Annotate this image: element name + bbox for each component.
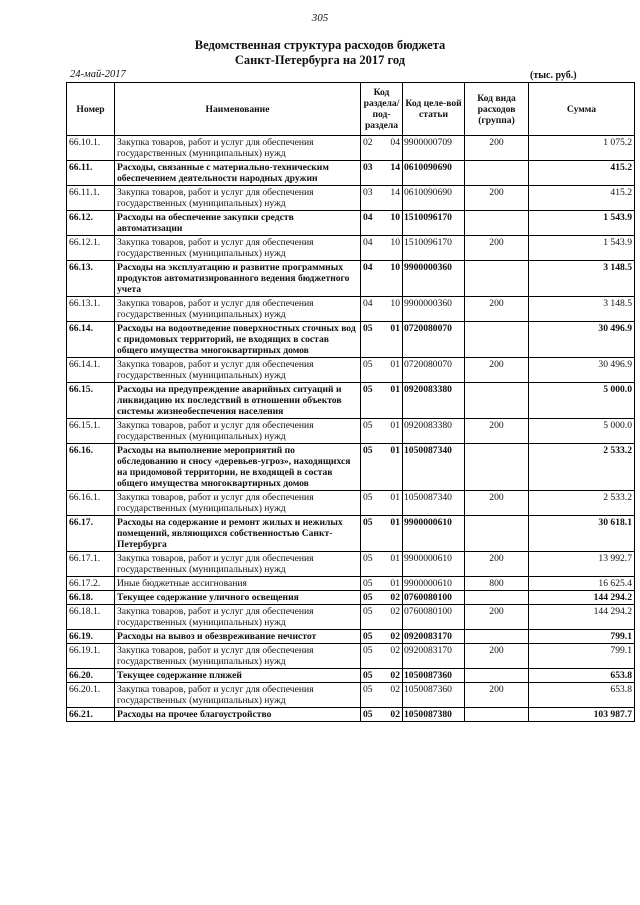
row-name: Закупка товаров, работ и услуг для обеспечения государственных (муниципальных) нужд bbox=[115, 552, 361, 577]
row-section-code: 05 bbox=[361, 444, 383, 491]
row-target-code: 9900000610 bbox=[403, 577, 465, 591]
row-expense-type bbox=[465, 261, 529, 297]
table-row bbox=[67, 708, 635, 722]
column-header-num: Номер bbox=[67, 83, 115, 136]
row-target-code: 9900000610 bbox=[403, 516, 465, 552]
row-section-code: 05 bbox=[361, 591, 383, 605]
row-expense-type: 200 bbox=[465, 419, 529, 444]
row-expense-type bbox=[465, 211, 529, 236]
table-row bbox=[67, 161, 635, 186]
table-row bbox=[67, 644, 635, 669]
table-row bbox=[67, 669, 635, 683]
row-number: 66.17.1. bbox=[67, 552, 115, 577]
row-sum: 16 625.4 bbox=[529, 577, 635, 591]
row-name: Расходы на обеспечение закупки средств автоматизации bbox=[115, 211, 361, 236]
table-header-row bbox=[67, 83, 635, 136]
row-subsection-code: 01 bbox=[383, 444, 403, 491]
row-section-code: 05 bbox=[361, 630, 383, 644]
row-sum: 13 992.7 bbox=[529, 552, 635, 577]
row-section-code: 04 bbox=[361, 236, 383, 261]
row-number: 66.11. bbox=[67, 161, 115, 186]
row-expense-type bbox=[465, 669, 529, 683]
row-sum: 2 533.2 bbox=[529, 491, 635, 516]
row-number: 66.10.1. bbox=[67, 136, 115, 161]
row-expense-type bbox=[465, 322, 529, 358]
row-section-code: 05 bbox=[361, 605, 383, 630]
row-subsection-code: 01 bbox=[383, 383, 403, 419]
row-sum: 30 496.9 bbox=[529, 358, 635, 383]
row-sum: 2 533.2 bbox=[529, 444, 635, 491]
table-row bbox=[67, 358, 635, 383]
row-name: Расходы на вывоз и обезвреживание нечистот bbox=[115, 630, 361, 644]
row-sum: 415.2 bbox=[529, 161, 635, 186]
row-target-code: 1050087340 bbox=[403, 491, 465, 516]
table-row bbox=[67, 186, 635, 211]
row-target-code: 0920083170 bbox=[403, 644, 465, 669]
table-row bbox=[67, 491, 635, 516]
row-name: Текущее содержание уличного освещения bbox=[115, 591, 361, 605]
table-row bbox=[67, 419, 635, 444]
row-target-code: 1510096170 bbox=[403, 211, 465, 236]
row-section-code: 05 bbox=[361, 552, 383, 577]
row-expense-type bbox=[465, 630, 529, 644]
page-number: 305 bbox=[311, 12, 329, 24]
row-subsection-code: 02 bbox=[383, 669, 403, 683]
row-number: 66.14. bbox=[67, 322, 115, 358]
row-expense-type: 200 bbox=[465, 605, 529, 630]
row-number: 66.16. bbox=[67, 444, 115, 491]
row-expense-type bbox=[465, 591, 529, 605]
row-sum: 30 496.9 bbox=[529, 322, 635, 358]
row-target-code: 0920083380 bbox=[403, 419, 465, 444]
row-target-code: 0920083380 bbox=[403, 383, 465, 419]
row-name: Закупка товаров, работ и услуг для обеспечения государственных (муниципальных) нужд bbox=[115, 605, 361, 630]
row-section-code: 03 bbox=[361, 161, 383, 186]
row-target-code: 0920083170 bbox=[403, 630, 465, 644]
row-expense-type: 200 bbox=[465, 358, 529, 383]
row-target-code: 1050087340 bbox=[403, 444, 465, 491]
table-row bbox=[67, 605, 635, 630]
column-header-sum: Сумма bbox=[529, 83, 635, 136]
units-label: (тыс. руб.) bbox=[530, 70, 577, 81]
row-expense-type: 200 bbox=[465, 491, 529, 516]
row-number: 66.12.1. bbox=[67, 236, 115, 261]
row-number: 66.21. bbox=[67, 708, 115, 722]
row-subsection-code: 10 bbox=[383, 261, 403, 297]
row-target-code: 0720080070 bbox=[403, 322, 465, 358]
row-sum: 3 148.5 bbox=[529, 297, 635, 322]
row-sum: 30 618.1 bbox=[529, 516, 635, 552]
column-header-target: Код целе-вой статьи bbox=[403, 83, 465, 136]
row-target-code: 9900000610 bbox=[403, 552, 465, 577]
row-number: 66.14.1. bbox=[67, 358, 115, 383]
row-name: Расходы на предупреждение аварийных ситуаций и ликвидацию их последствий в отношении объектов системы жизнеобеспечения населения bbox=[115, 383, 361, 419]
row-subsection-code: 01 bbox=[383, 491, 403, 516]
budget-table bbox=[66, 82, 635, 722]
row-expense-type: 200 bbox=[465, 186, 529, 211]
row-expense-type bbox=[465, 161, 529, 186]
row-target-code: 0610090690 bbox=[403, 161, 465, 186]
row-sum: 415.2 bbox=[529, 186, 635, 211]
row-section-code: 05 bbox=[361, 491, 383, 516]
row-sum: 799.1 bbox=[529, 644, 635, 669]
column-header-name: Наименование bbox=[115, 83, 361, 136]
row-subsection-code: 04 bbox=[383, 136, 403, 161]
row-section-code: 05 bbox=[361, 683, 383, 708]
row-section-code: 04 bbox=[361, 261, 383, 297]
table-row bbox=[67, 591, 635, 605]
row-expense-type bbox=[465, 444, 529, 491]
table-row bbox=[67, 577, 635, 591]
table-row bbox=[67, 211, 635, 236]
title-line-1: Ведомственная структура расходов бюджета bbox=[194, 38, 446, 52]
row-expense-type: 200 bbox=[465, 297, 529, 322]
row-sum: 799.1 bbox=[529, 630, 635, 644]
row-subsection-code: 10 bbox=[383, 211, 403, 236]
row-target-code: 0610090690 bbox=[403, 186, 465, 211]
row-section-code: 02 bbox=[361, 136, 383, 161]
row-name: Закупка товаров, работ и услуг для обеспечения государственных (муниципальных) нужд bbox=[115, 683, 361, 708]
row-number: 66.13. bbox=[67, 261, 115, 297]
row-section-code: 04 bbox=[361, 297, 383, 322]
row-number: 66.18. bbox=[67, 591, 115, 605]
column-header-type: Код вида расходов (группа) bbox=[465, 83, 529, 136]
row-sum: 653.8 bbox=[529, 683, 635, 708]
row-sum: 103 987.7 bbox=[529, 708, 635, 722]
row-name: Закупка товаров, работ и услуг для обеспечения государственных (муниципальных) нужд bbox=[115, 136, 361, 161]
table-row bbox=[67, 236, 635, 261]
row-expense-type bbox=[465, 383, 529, 419]
row-expense-type bbox=[465, 516, 529, 552]
row-subsection-code: 02 bbox=[383, 591, 403, 605]
row-subsection-code: 14 bbox=[383, 161, 403, 186]
document-date: 24-май-2017 bbox=[70, 69, 126, 80]
table-row bbox=[67, 516, 635, 552]
row-number: 66.19.1. bbox=[67, 644, 115, 669]
row-target-code: 9900000360 bbox=[403, 297, 465, 322]
row-target-code: 1050087380 bbox=[403, 708, 465, 722]
row-name: Закупка товаров, работ и услуг для обеспечения государственных (муниципальных) нужд bbox=[115, 419, 361, 444]
row-number: 66.20. bbox=[67, 669, 115, 683]
row-section-code: 05 bbox=[361, 322, 383, 358]
row-subsection-code: 10 bbox=[383, 297, 403, 322]
row-subsection-code: 01 bbox=[383, 322, 403, 358]
row-target-code: 0760080100 bbox=[403, 591, 465, 605]
row-expense-type: 200 bbox=[465, 644, 529, 669]
title-line-2: Санкт-Петербурга на 2017 год bbox=[234, 53, 406, 67]
row-target-code: 1050087360 bbox=[403, 669, 465, 683]
row-number: 66.18.1. bbox=[67, 605, 115, 630]
row-number: 66.17. bbox=[67, 516, 115, 552]
row-name: Закупка товаров, работ и услуг для обеспечения государственных (муниципальных) нужд bbox=[115, 358, 361, 383]
table-row bbox=[67, 136, 635, 161]
row-section-code: 03 bbox=[361, 186, 383, 211]
row-section-code: 05 bbox=[361, 516, 383, 552]
table-body bbox=[67, 136, 635, 722]
row-name: Расходы на выполнение мероприятий по обследованию и сносу «деревьев-угроз», находящихся на придомовой территории, не входящей в состав общего имущества многоквартирных домов bbox=[115, 444, 361, 491]
row-subsection-code: 01 bbox=[383, 358, 403, 383]
table-row bbox=[67, 383, 635, 419]
table-row bbox=[67, 261, 635, 297]
row-expense-type: 200 bbox=[465, 552, 529, 577]
row-sum: 653.8 bbox=[529, 669, 635, 683]
row-section-code: 05 bbox=[361, 358, 383, 383]
table-row bbox=[67, 683, 635, 708]
row-target-code: 9900000360 bbox=[403, 261, 465, 297]
column-header-section: Код раздела/ под-раздела bbox=[361, 83, 403, 136]
row-section-code: 05 bbox=[361, 644, 383, 669]
row-sum: 1 075.2 bbox=[529, 136, 635, 161]
row-subsection-code: 02 bbox=[383, 605, 403, 630]
row-section-code: 04 bbox=[361, 211, 383, 236]
row-expense-type: 200 bbox=[465, 136, 529, 161]
row-expense-type bbox=[465, 708, 529, 722]
row-sum: 5 000.0 bbox=[529, 419, 635, 444]
row-subsection-code: 02 bbox=[383, 683, 403, 708]
row-section-code: 05 bbox=[361, 419, 383, 444]
row-subsection-code: 01 bbox=[383, 577, 403, 591]
table-row bbox=[67, 444, 635, 491]
row-section-code: 05 bbox=[361, 383, 383, 419]
row-sum: 1 543.9 bbox=[529, 236, 635, 261]
row-expense-type: 200 bbox=[465, 236, 529, 261]
row-name: Закупка товаров, работ и услуг для обеспечения государственных (муниципальных) нужд bbox=[115, 186, 361, 211]
row-subsection-code: 02 bbox=[383, 708, 403, 722]
row-sum: 1 543.9 bbox=[529, 211, 635, 236]
row-subsection-code: 14 bbox=[383, 186, 403, 211]
row-subsection-code: 01 bbox=[383, 552, 403, 577]
row-name: Текущее содержание пляжей bbox=[115, 669, 361, 683]
row-number: 66.15. bbox=[67, 383, 115, 419]
table-row bbox=[67, 552, 635, 577]
row-number: 66.12. bbox=[67, 211, 115, 236]
row-number: 66.20.1. bbox=[67, 683, 115, 708]
row-name: Закупка товаров, работ и услуг для обеспечения государственных (муниципальных) нужд bbox=[115, 236, 361, 261]
row-sum: 5 000.0 bbox=[529, 383, 635, 419]
row-subsection-code: 01 bbox=[383, 516, 403, 552]
row-number: 66.19. bbox=[67, 630, 115, 644]
row-number: 66.16.1. bbox=[67, 491, 115, 516]
row-subsection-code: 10 bbox=[383, 236, 403, 261]
row-name: Расходы на водоотведение поверхностных сточных вод с придомовых территорий, не входящих в состав общего имущества многоквартирных домов bbox=[115, 322, 361, 358]
row-target-code: 1510096170 bbox=[403, 236, 465, 261]
row-target-code: 1050087360 bbox=[403, 683, 465, 708]
document-title bbox=[0, 38, 640, 68]
row-name: Закупка товаров, работ и услуг для обеспечения государственных (муниципальных) нужд bbox=[115, 491, 361, 516]
row-target-code: 0720080070 bbox=[403, 358, 465, 383]
row-name: Закупка товаров, работ и услуг для обеспечения государственных (муниципальных) нужд bbox=[115, 644, 361, 669]
row-name: Расходы на эксплуатацию и развитие программных продуктов автоматизированного ведения бюджетного учета bbox=[115, 261, 361, 297]
row-name: Расходы на содержание и ремонт жилых и нежилых помещений, являющихся собственностью Санкт-Петербурга bbox=[115, 516, 361, 552]
row-expense-type: 800 bbox=[465, 577, 529, 591]
row-sum: 144 294.2 bbox=[529, 591, 635, 605]
row-name: Иные бюджетные ассигнования bbox=[115, 577, 361, 591]
row-section-code: 05 bbox=[361, 708, 383, 722]
row-subsection-code: 01 bbox=[383, 419, 403, 444]
row-name: Закупка товаров, работ и услуг для обеспечения государственных (муниципальных) нужд bbox=[115, 297, 361, 322]
row-target-code: 9900000709 bbox=[403, 136, 465, 161]
row-sum: 144 294.2 bbox=[529, 605, 635, 630]
row-subsection-code: 02 bbox=[383, 644, 403, 669]
row-number: 66.15.1. bbox=[67, 419, 115, 444]
row-section-code: 05 bbox=[361, 669, 383, 683]
table-row bbox=[67, 297, 635, 322]
row-number: 66.11.1. bbox=[67, 186, 115, 211]
row-name: Расходы, связанные с материально-техническим обеспечением деятельности народных дружин bbox=[115, 161, 361, 186]
row-target-code: 0760080100 bbox=[403, 605, 465, 630]
row-subsection-code: 02 bbox=[383, 630, 403, 644]
table-row bbox=[67, 322, 635, 358]
row-sum: 3 148.5 bbox=[529, 261, 635, 297]
row-name: Расходы на прочее благоустройство bbox=[115, 708, 361, 722]
row-section-code: 05 bbox=[361, 577, 383, 591]
row-number: 66.13.1. bbox=[67, 297, 115, 322]
row-expense-type: 200 bbox=[465, 683, 529, 708]
table-row bbox=[67, 630, 635, 644]
row-number: 66.17.2. bbox=[67, 577, 115, 591]
